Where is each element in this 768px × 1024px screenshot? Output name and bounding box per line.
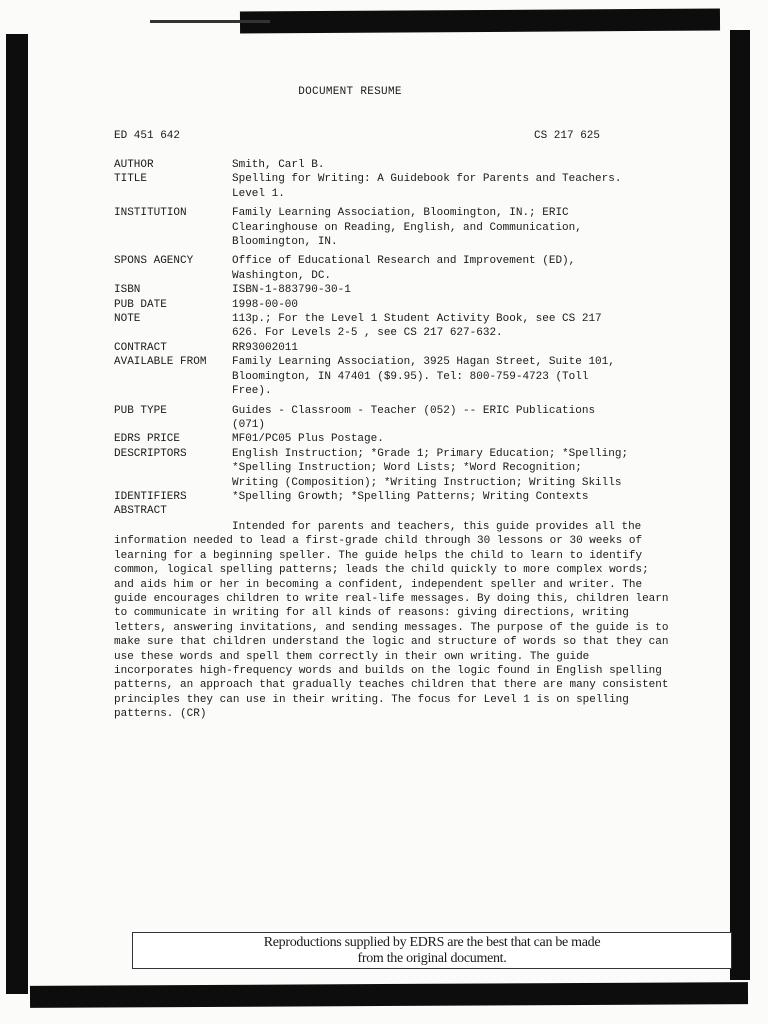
- field-value: *Spelling Growth; *Spelling Patterns; Writing Contexts: [232, 490, 589, 503]
- field-label: INSTITUTION: [114, 207, 187, 220]
- scan-border-top-thin: [150, 20, 270, 23]
- field-label: CONTRACT: [114, 341, 167, 354]
- field-value: English Instruction; *Grade 1; Primary Education; *Spelling; *Spelling Instruction; Word Lists; *Word Recognition; Writing (Composition); *Writing Instruction; Writing Skills: [232, 447, 629, 489]
- metadata-fields: [114, 158, 674, 504]
- field-value: 1998-00-00: [232, 298, 299, 311]
- abstract-text: Intended for parents and teachers, this guide provides all the information needed to lead a first-grade child through 30 lessons or 30 weeks of learning for a beginning speller. The guide helps the child to learn to identify common, logical spelling patterns; leads the child quickly to more complex words; and aids him or her in becoming a confident, independent speller and writer. The guide encourages children to write real-life messages. By doing this, children learn to communicate in writing for all kinds of reasons: giving directions, writing letters, answering invitations, and sending messages. The purpose of the guide is to make sure that children understand the logic and structure of words so that they can use these words and spell them correctly in their own writing. The guide incorporates high-frequency words and builds on the logic found in English spelling patterns, an approach that gradually teaches children that there are many consistent principles they can use in their writing. The focus for Level 1 is on spelling patterns. (CR): [114, 521, 669, 721]
- field-value: RR93002011: [232, 341, 299, 354]
- field-isbn: [114, 283, 674, 297]
- cs-number: CS 217 625: [534, 130, 601, 142]
- field-value: MF01/PC05 Plus Postage.: [232, 433, 384, 446]
- field-label: PUB DATE: [114, 298, 167, 311]
- field-identifiers: [114, 490, 674, 504]
- field-title: [114, 172, 674, 201]
- scan-border-top: [240, 9, 720, 34]
- field-label: DESCRIPTORS: [114, 447, 187, 460]
- field-label: TITLE: [114, 173, 148, 186]
- field-author: [114, 158, 674, 172]
- field-label: SPONS AGENCY: [114, 255, 194, 268]
- field-available-from: [114, 355, 674, 398]
- field-institution: [114, 206, 674, 249]
- field-descriptors: [114, 447, 674, 490]
- reproduction-notice-line1: Reproductions supplied by EDRS are the best that can be made: [263, 935, 601, 950]
- field-label: NOTE: [114, 313, 141, 326]
- field-label: IDENTIFIERS: [114, 490, 187, 503]
- scan-border-bottom: [30, 982, 748, 1008]
- field-label: ISBN: [114, 284, 141, 297]
- field-value: Guides - Classroom - Teacher (052) -- ERIC Publications (071): [232, 404, 596, 431]
- field-value: 113p.; For the Level 1 Student Activity Book, see CS 217 626. For Levels 2-5 , see CS 217 627-632.: [232, 313, 602, 340]
- field-label: PUB TYPE: [114, 404, 167, 417]
- field-label: AUTHOR: [114, 159, 154, 171]
- scan-border-right: [730, 30, 750, 980]
- abstract-label: ABSTRACT: [114, 505, 167, 517]
- field-contract: [114, 341, 674, 355]
- ed-number: ED 451 642: [114, 130, 181, 142]
- field-value: Spelling for Writing: A Guidebook for Parents and Teachers. Level 1.: [232, 173, 622, 200]
- field-value: Family Learning Association, Bloomington, IN.; ERIC Clearinghouse on Reading, English, and Communication, Bloomington, IN.: [232, 207, 582, 249]
- document-heading: DOCUMENT RESUME: [298, 86, 402, 98]
- scan-border-left: [6, 34, 28, 994]
- field-label: AVAILABLE FROM: [114, 356, 207, 369]
- field-value: Office of Educational Research and Improvement (ED), Washington, DC.: [232, 255, 576, 282]
- field-pub-date: [114, 298, 674, 312]
- field-value: Family Learning Association, 3925 Hagan Street, Suite 101, Bloomington, IN 47401 ($9.95). Tel: 800-759-4723 (Toll Free).: [232, 356, 615, 398]
- field-edrs-price: [114, 432, 674, 446]
- field-note: [114, 312, 674, 341]
- field-value: ISBN-1-883790-30-1: [232, 284, 351, 297]
- field-pub-type: [114, 404, 674, 433]
- reproduction-notice: [132, 932, 732, 969]
- field-spons-agency: [114, 254, 674, 283]
- field-value: Smith, Carl B.: [232, 159, 325, 171]
- reproduction-notice-line2: from the original document.: [357, 951, 507, 966]
- field-label: EDRS PRICE: [114, 433, 181, 446]
